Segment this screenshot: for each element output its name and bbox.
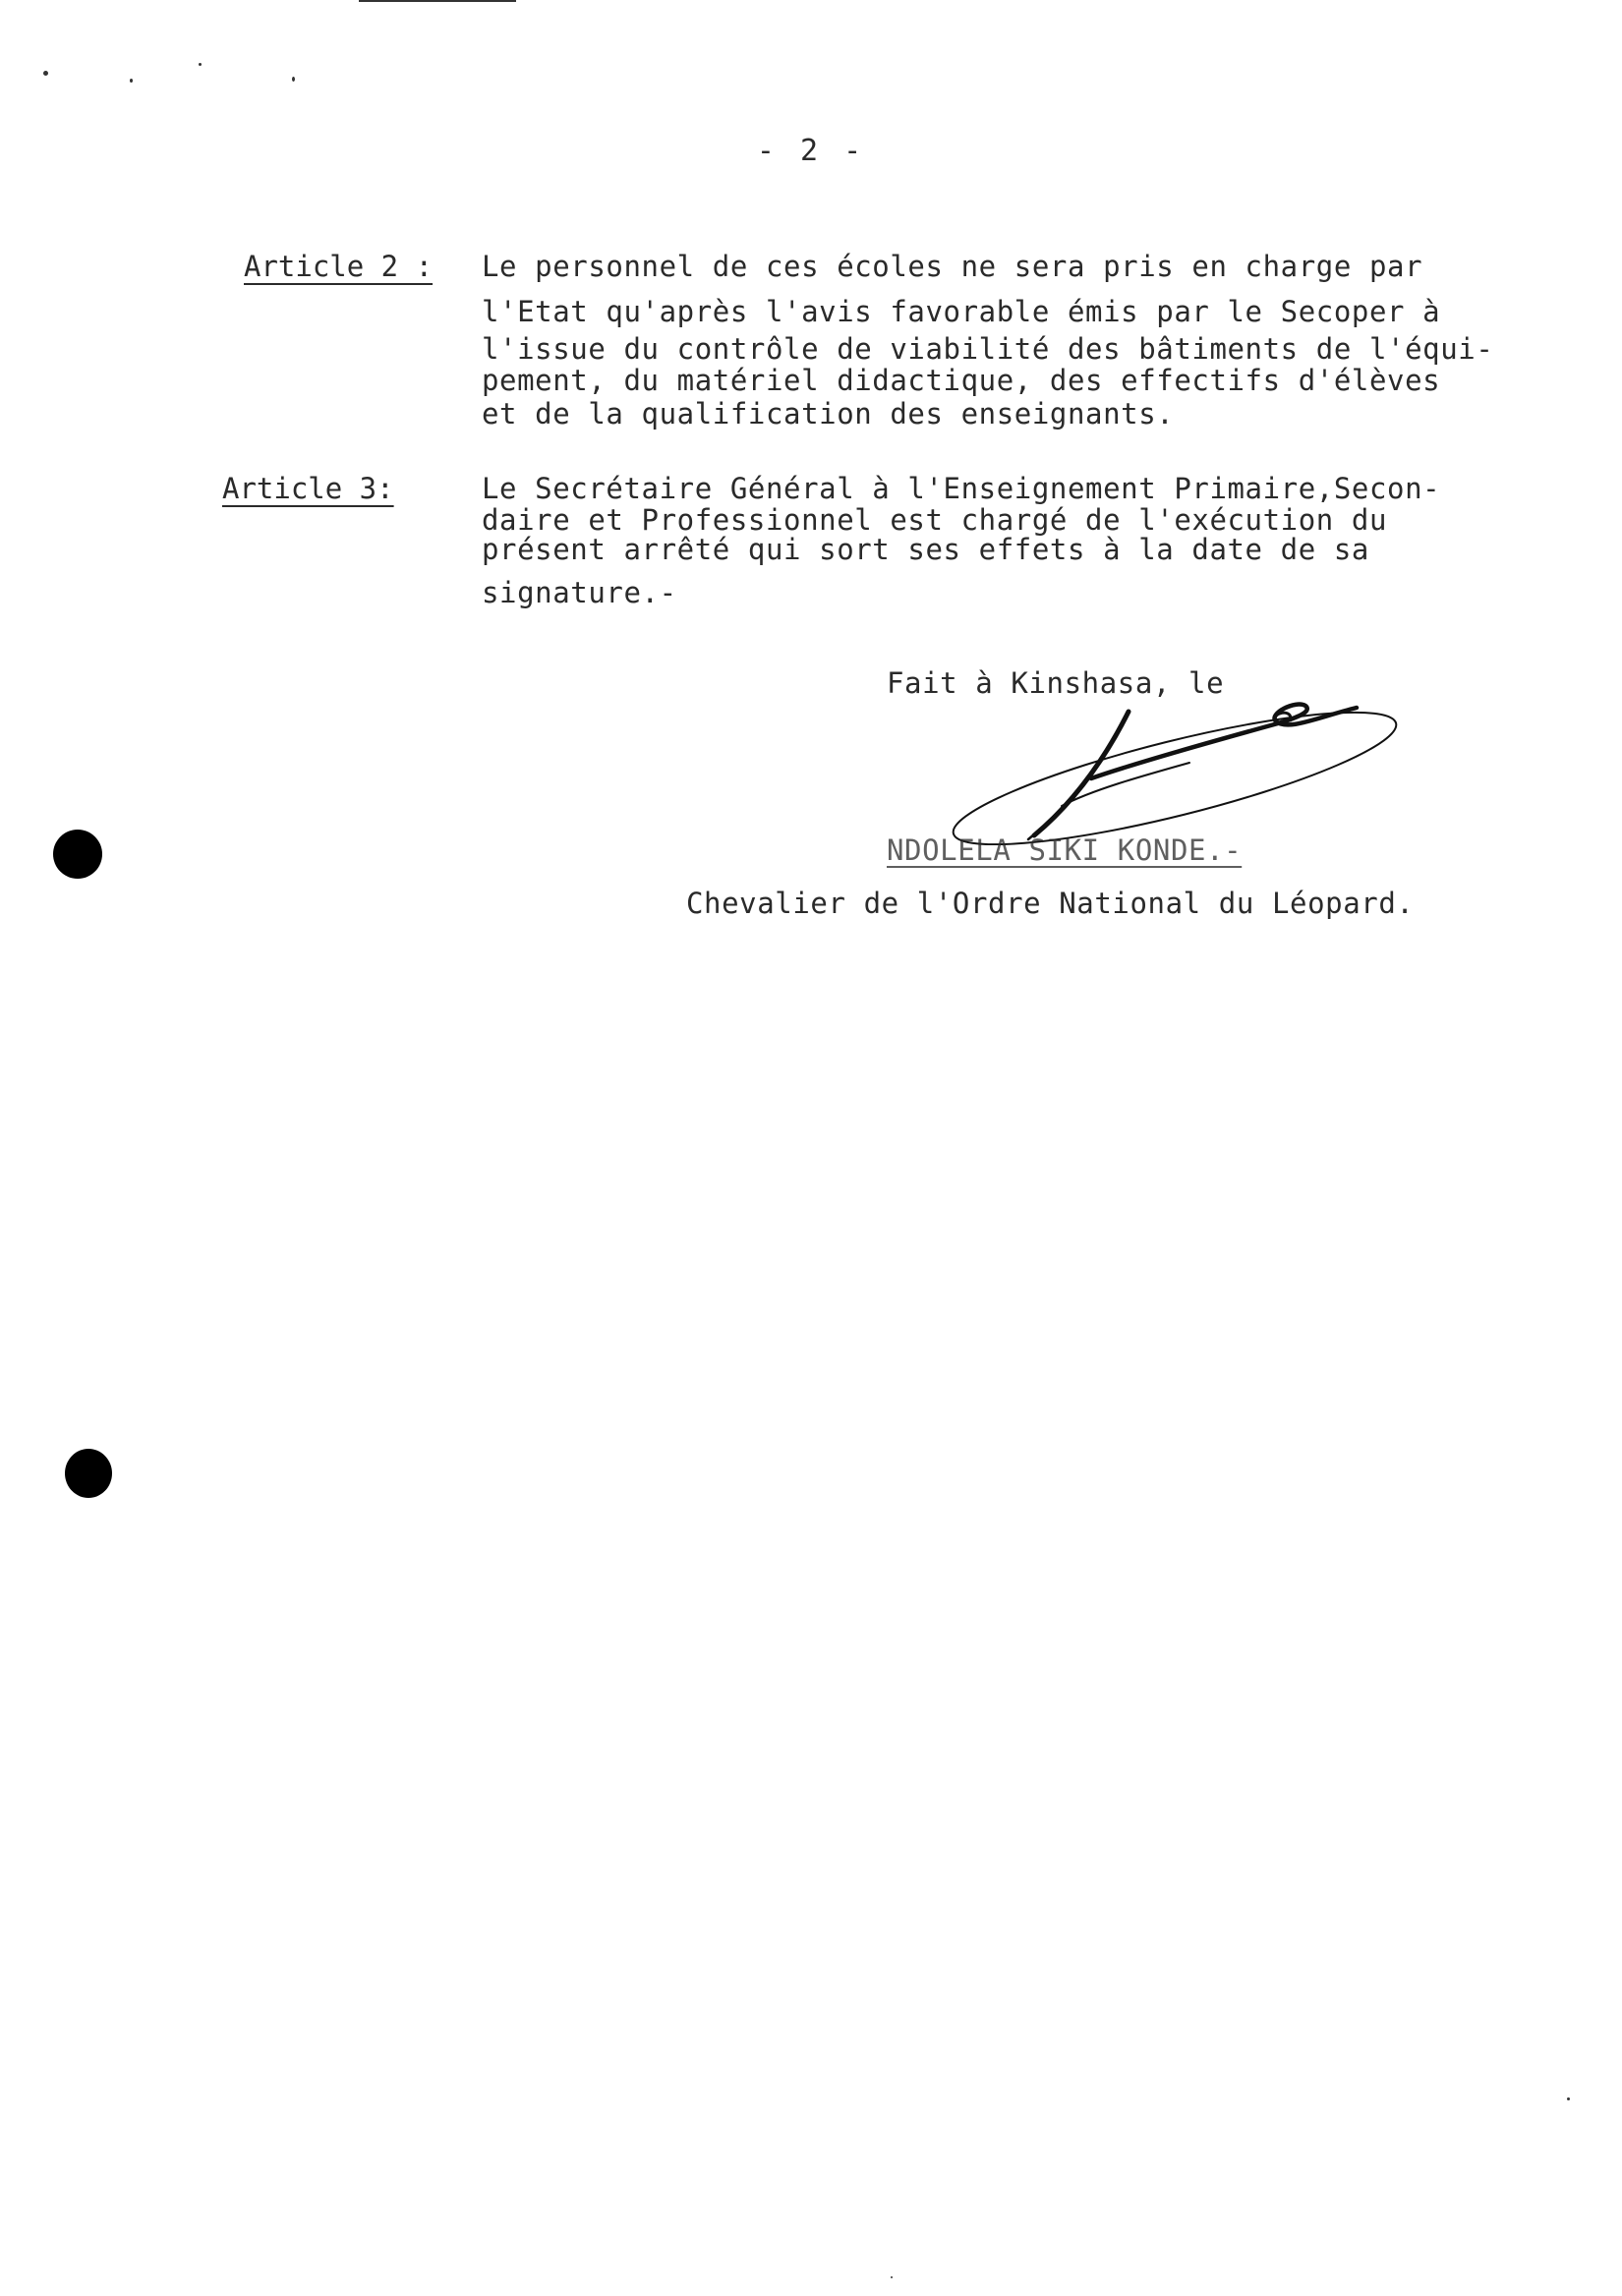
article-3-line: présent arrêté qui sort ses effets à la date de sa <box>482 533 1369 566</box>
article-2-line: Le personnel de ces écoles ne sera pris en charge par <box>482 250 1423 283</box>
scan-speck <box>292 77 295 82</box>
handwritten-signature <box>944 688 1406 845</box>
scan-speck <box>891 2276 893 2278</box>
article-3-line: Le Secrétaire Général à l'Enseignement Primaire,Secon- <box>482 472 1441 505</box>
punch-hole <box>53 830 102 879</box>
punch-hole <box>65 1449 112 1498</box>
scan-speck <box>43 71 48 76</box>
article-2-label: Article 2 : <box>244 250 434 283</box>
scan-speck <box>199 63 202 66</box>
page-number: - 2 - <box>756 134 866 168</box>
place-date: Fait à Kinshasa, le <box>887 666 1225 700</box>
article-2-line: pement, du matériel didactique, des effectifs d'élèves <box>482 364 1441 397</box>
article-2-line: l'issue du contrôle de viabilité des bâtiments de l'équi- <box>482 332 1494 366</box>
article-3-line: daire et Professionnel est chargé de l'exécution du <box>482 503 1388 537</box>
signer-name: NDOLELA SIKI KONDE.- <box>887 833 1243 867</box>
scan-speck <box>130 79 133 83</box>
article-2-line: et de la qualification des enseignants. <box>482 397 1175 430</box>
scan-speck <box>1567 2097 1570 2100</box>
signer-title: Chevalier de l'Ordre National du Léopard. <box>686 887 1415 920</box>
article-3-line: signature.- <box>482 576 677 609</box>
article-3-label: Article 3: <box>222 472 394 505</box>
top-rule <box>359 0 516 2</box>
article-2-line: l'Etat qu'après l'avis favorable émis par le Secoper à <box>482 295 1441 328</box>
